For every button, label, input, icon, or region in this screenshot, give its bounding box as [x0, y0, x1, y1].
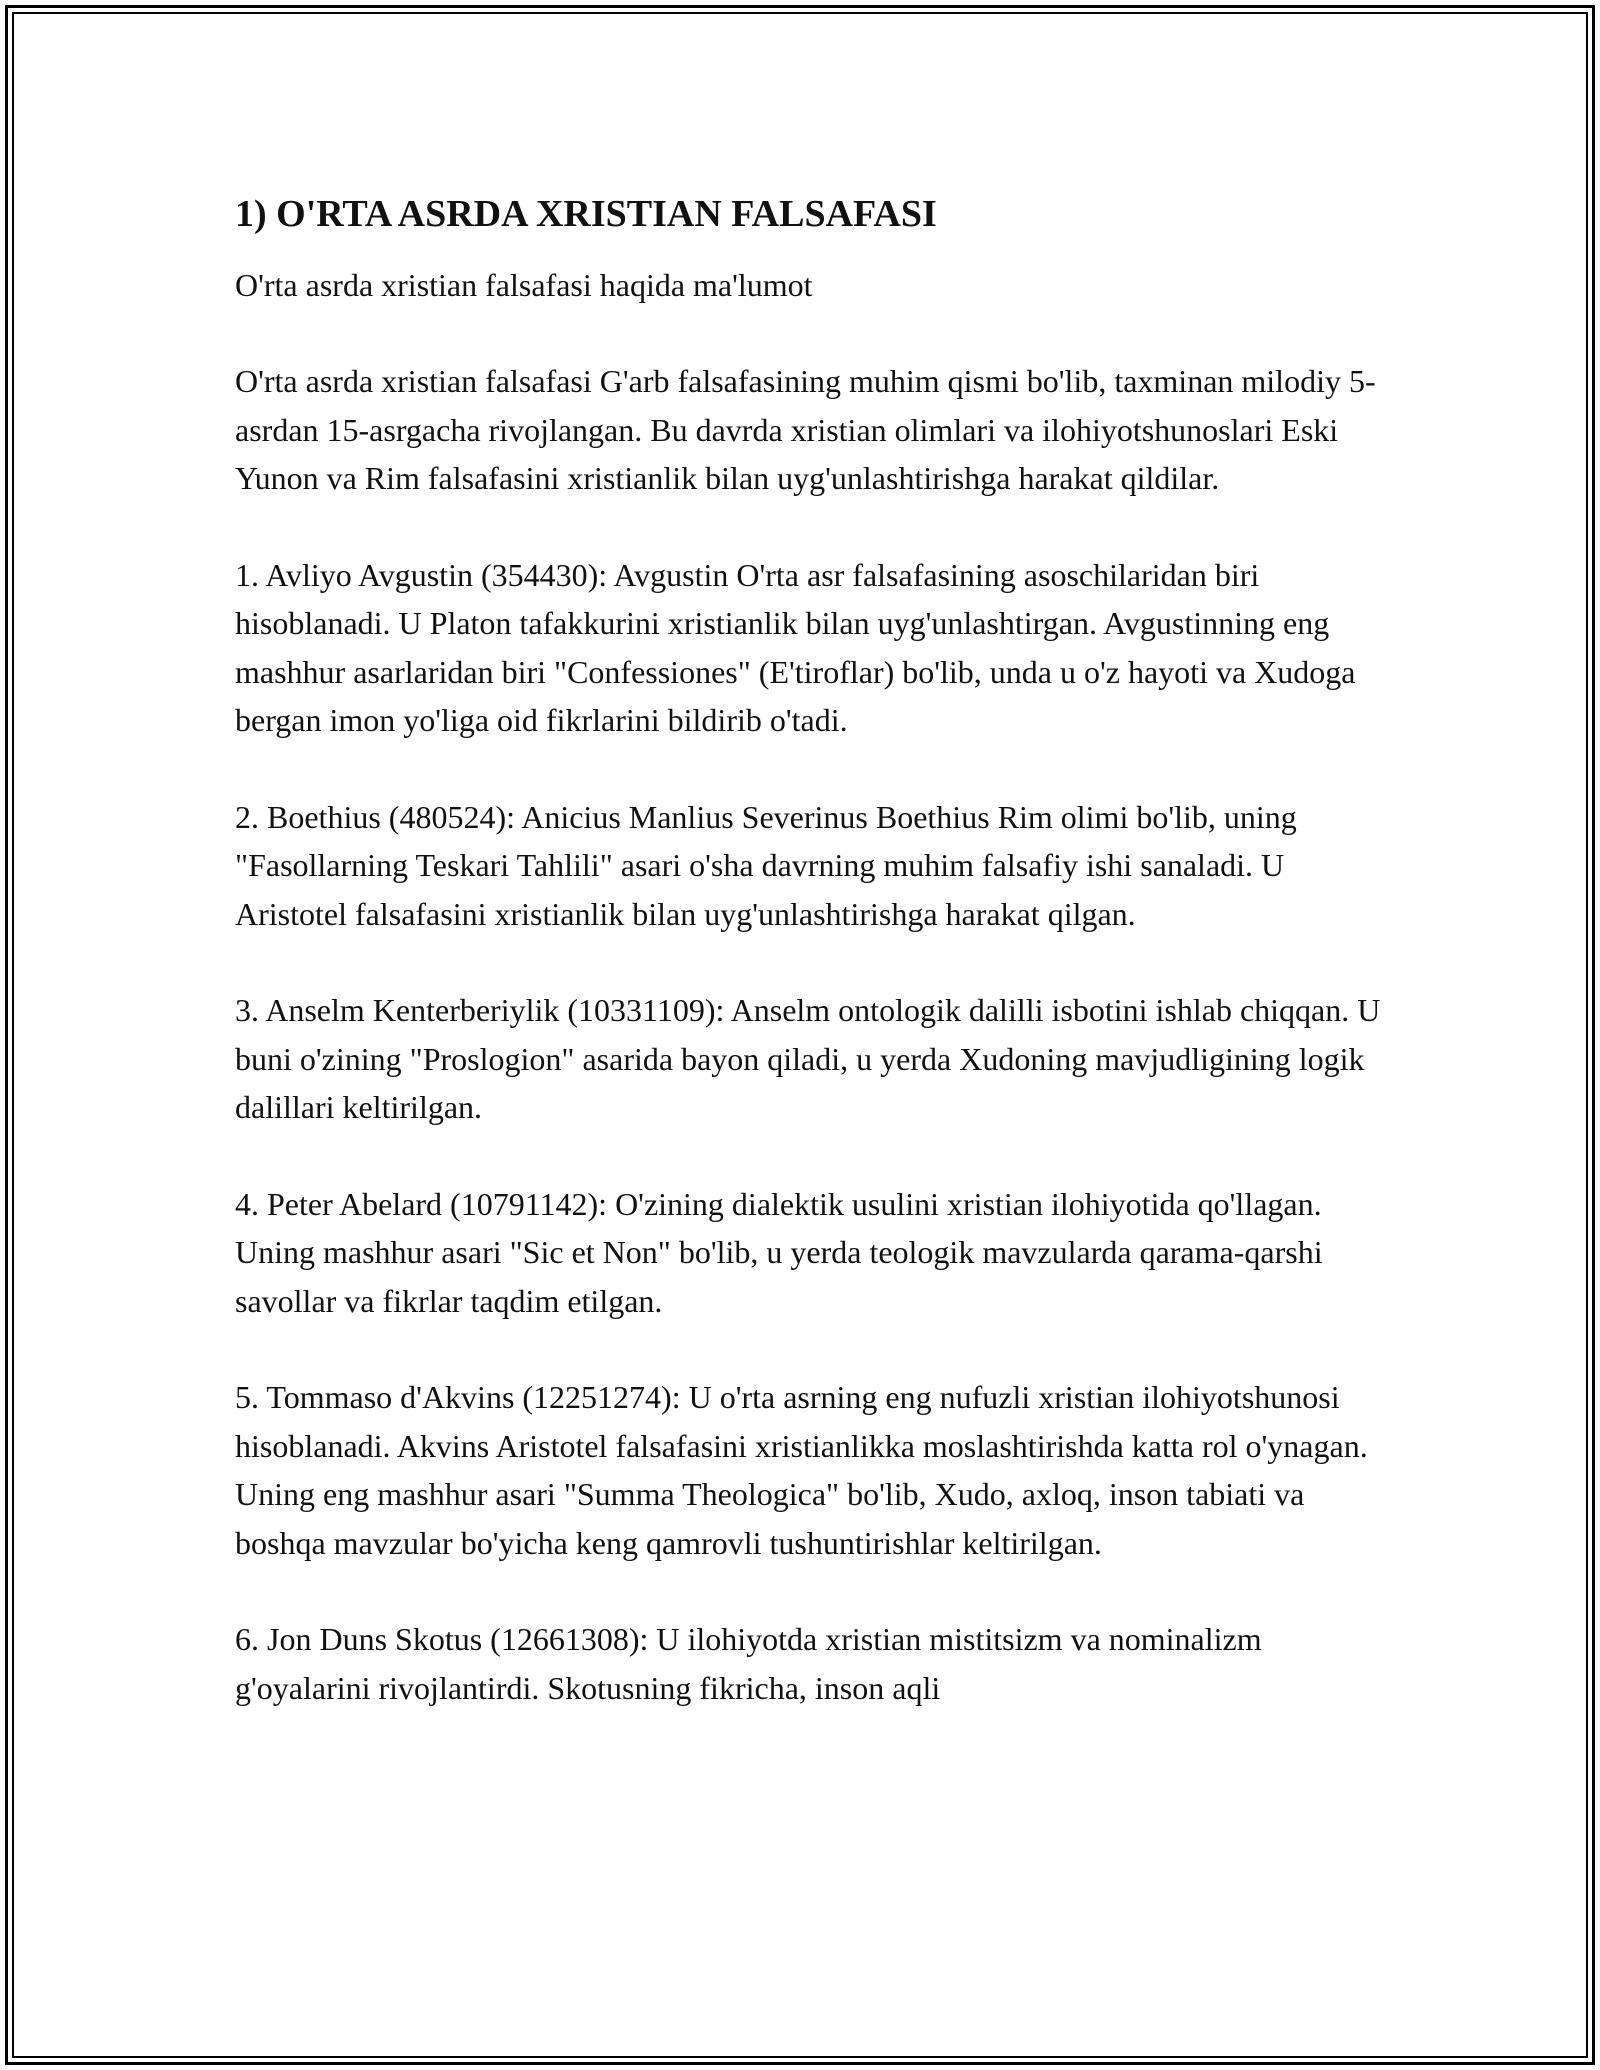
paragraph-boethius: 2. Boethius (480524): Anicius Manlius Severinus Boethius Rim olimi bo'lib, uning "Fasollarning Teskari Tahlili" asari o'sha davrning muhim falsafiy ishi sanaladi. U Aristotel falsafasini xristianlik bilan uyg'unlashtirishga harakat qilgan.	[235, 798, 1297, 932]
document-subtitle: O'rta asrda xristian falsafasi haqida ma'lumot	[235, 267, 813, 303]
document-title: 1) O'RTA ASRDA XRISTIAN FALSAFASI	[235, 193, 937, 235]
paragraph-anselm: 3. Anselm Kenterberiylik (10331109): Anselm ontologik dalilli isbotini ishlab chiqqan. U buni o'zining "Proslogion" asarida bayon qiladi, u yerda Xudoning mavjudligining logik dalillari keltirilgan.	[235, 992, 1381, 1125]
paragraph-avgustin: 1. Avliyo Avgustin (354430): Avgustin O'rta asr falsafasining asoschilaridan biri hisoblanadi. U Platon tafakkurini xristianlik bilan uyg'unlashtirgan. Avgustinning eng mashhur asarlaridan biri "Confessiones" (E'tiroflar) bo'lib, unda u o'z hayoti va Xudoga bergan imon yo'liga oid fikrlarini bildirib o'tadi.	[235, 556, 1356, 738]
paragraph-akvins: 5. Tommaso d'Akvins (12251274): U o'rta asrning eng nufuzli xristian ilohiyotshunosi hisoblanadi. Akvins Aristotel falsafasini xristianlikka moslashtirishda katta rol o'ynagan. Uning eng mashhur asari "Summa Theologica" bo'lib, Xudo, axloq, inson tabiati va boshqa mavzular bo'yicha keng qamrovli tushuntirishlar keltirilgan.	[235, 1379, 1368, 1561]
document-body	[235, 192, 1395, 1712]
paragraph-skotus: 6. Jon Duns Skotus (12661308): U ilohiyotda xristian mistitsizm va nominalizm g'oyalarini rivojlantirdi. Skotusning fikricha, inson aqli	[235, 1621, 1262, 1706]
paragraph-abelard: 4. Peter Abelard (10791142): O'zining dialektik usulini xristian ilohiyotida qo'llagan. Uning mashhur asari "Sic et Non" bo'lib, u yerda teologik mavzularda qarama-qarshi savollar va fikrlar taqdim etilgan.	[235, 1185, 1323, 1319]
paragraph-intro: O'rta asrda xristian falsafasi G'arb falsafasining muhim qismi bo'lib, taxminan milodiy 5-asrdan 15-asrgacha rivojlangan. Bu davrda xristian olimlari va ilohiyotshunoslari Eski Yunon va Rim falsafasini xristianlik bilan uyg'unlashtirishga harakat qildilar.	[235, 363, 1376, 496]
